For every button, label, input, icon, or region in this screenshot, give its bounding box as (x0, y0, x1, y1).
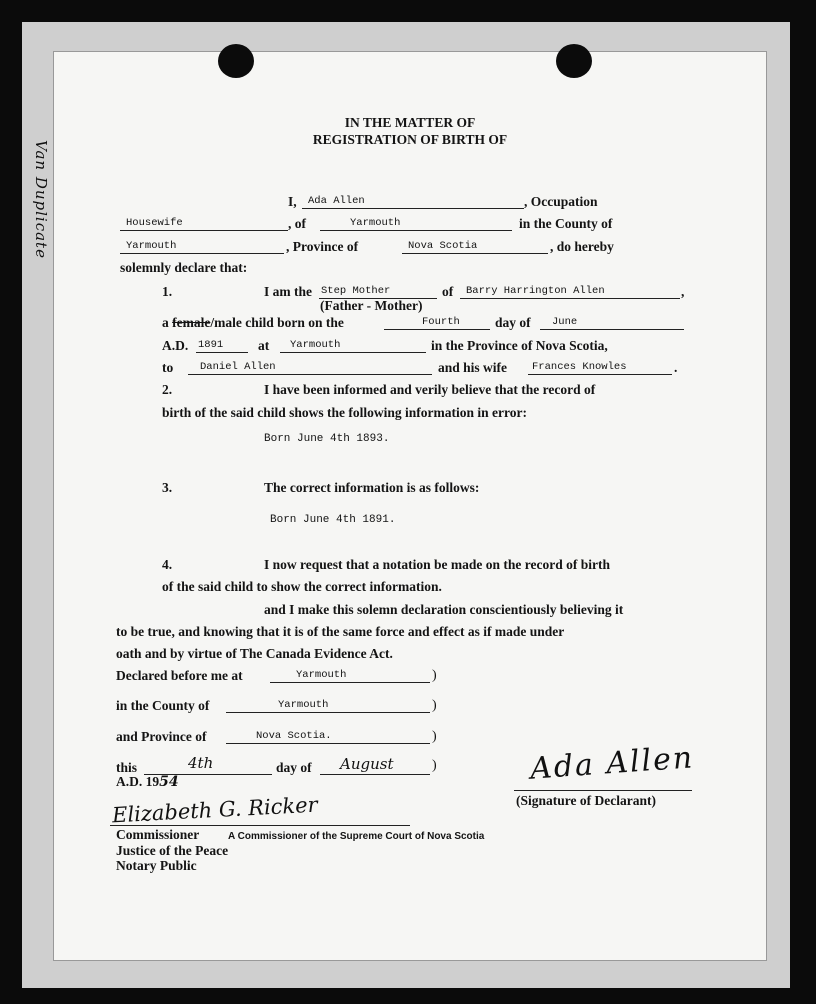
declared-day-of-label: day of (276, 760, 312, 775)
declared-county: Yarmouth (278, 699, 329, 711)
province-label: , Province of (286, 239, 359, 254)
para1-number: 1. (162, 284, 173, 299)
child-sex-line (162, 315, 344, 331)
occupation-field (120, 216, 288, 231)
child-name-field (460, 284, 680, 299)
declared-ad-label: A.D. 19 (116, 774, 160, 789)
edge-handwritten-note: Van Duplicate (32, 140, 50, 259)
declaration-form (54, 52, 766, 960)
birth-day-field (384, 315, 490, 330)
father-name: Daniel Allen (200, 361, 276, 373)
of-label: , of (288, 216, 306, 231)
heading-line-1: IN THE MATTER OF (344, 115, 476, 130)
occupation-label: , Occupation (524, 194, 598, 209)
province-value: Nova Scotia (408, 240, 478, 252)
mother-name: Frances Knowles (532, 361, 627, 373)
declared-province-field (226, 729, 430, 744)
bracket: ) (432, 668, 437, 683)
declarant-name: Ada Allen (308, 195, 365, 207)
wife-label: and his wife (438, 360, 508, 375)
signature-label: (Signature of Declarant) (516, 793, 656, 808)
county-value: Yarmouth (126, 240, 177, 252)
birth-place: Yarmouth (290, 339, 341, 351)
declared-province-label: and Province of (116, 729, 207, 744)
child-prefix: a (162, 315, 169, 330)
signature-line (514, 790, 692, 791)
commissioner-signature-line (110, 825, 410, 826)
residence-field (320, 216, 512, 231)
declared-county-label: in the County of (116, 698, 210, 713)
solemnly-label: solemnly declare that: (120, 260, 248, 275)
child-suffix: /male child born on the (210, 315, 344, 330)
declarant-signature: Ada Allen (528, 740, 696, 787)
commissioner-label: Commissioner (116, 827, 200, 842)
relationship-value: Step Mother (321, 285, 391, 297)
county-label: in the County of (519, 216, 613, 231)
declarant-intro: I, (288, 194, 297, 209)
declared-day: 4th (188, 754, 214, 772)
birth-month-field (540, 315, 684, 330)
hereby-label: , do hereby (550, 239, 614, 254)
bracket: ) (432, 698, 437, 713)
this-label: this (116, 760, 138, 775)
solemn-line2: to be true, and knowing that it is of the same force and effect as if made under (116, 624, 565, 639)
declared-month: August (340, 755, 394, 773)
mother-field (528, 360, 672, 375)
notary-label: Notary Public (116, 858, 197, 873)
correct-info: Born June 4th 1891. (270, 514, 396, 526)
female-struck: female (172, 315, 211, 330)
declared-province: Nova Scotia. (256, 730, 332, 742)
birth-year-field (196, 338, 248, 353)
solemn-line3: oath and by virtue of The Canada Evidence Act. (116, 646, 393, 661)
bracket: ) (432, 758, 437, 773)
para1-iam: I am the (264, 284, 312, 299)
ad-label: A.D. (162, 338, 189, 353)
para2-line1: I have been informed and verily believe that the record of (264, 382, 596, 397)
para4-number: 4. (162, 557, 173, 572)
to-label: to (162, 360, 174, 375)
bracket: ) (432, 729, 437, 744)
para4-line1: I now request that a notation be made on the record of birth (264, 557, 610, 572)
punch-hole-left (218, 44, 254, 78)
para3-line1: The correct information is as follows: (264, 480, 480, 495)
declarant-name-field (302, 194, 524, 209)
birth-day: Fourth (422, 316, 460, 328)
commissioner-stamp: A Commissioner of the Supreme Court of Nova Scotia (228, 831, 485, 842)
declared-year: 54 (159, 774, 179, 790)
relationship-field (319, 284, 437, 299)
punch-hole-right (556, 44, 592, 78)
commissioner-signature: Elizabeth G. Ricker (111, 792, 319, 828)
para2-number: 2. (162, 382, 173, 397)
county-field (120, 239, 284, 254)
birth-year: 1891 (198, 339, 224, 351)
child-name: Barry Harrington Allen (466, 285, 605, 297)
declared-county-field (226, 698, 430, 713)
error-info: Born June 4th 1893. (264, 433, 390, 445)
solemn-line1: and I make this solemn declaration conscientiously believing it (264, 602, 624, 617)
relation-hint: (Father - Mother) (320, 298, 423, 313)
para1-period: . (674, 360, 678, 375)
birth-place-field (280, 338, 426, 353)
declared-place: Yarmouth (296, 669, 347, 681)
father-field (188, 360, 432, 375)
province-field (402, 239, 548, 254)
declared-day-field (144, 754, 272, 775)
justice-label: Justice of the Peace (116, 843, 229, 858)
para1-comma: , (681, 284, 685, 299)
at-label: at (258, 338, 270, 353)
day-of-label: day of (495, 315, 531, 330)
para4-line2: of the said child to show the correct information. (162, 579, 442, 594)
para1-of: of (442, 284, 454, 299)
declared-ad-line (116, 774, 179, 790)
birth-month: June (552, 316, 578, 328)
province-text: in the Province of Nova Scotia, (431, 338, 608, 353)
heading-line-2: REGISTRATION OF BIRTH OF (312, 132, 508, 147)
declared-month-field (320, 755, 430, 775)
para2-line2: birth of the said child shows the following information in error: (162, 405, 528, 420)
residence-value: Yarmouth (350, 217, 401, 229)
occupation-value: Housewife (126, 217, 183, 229)
para3-number: 3. (162, 480, 173, 495)
declared-before-label: Declared before me at (116, 668, 243, 683)
declared-place-field (270, 668, 430, 683)
